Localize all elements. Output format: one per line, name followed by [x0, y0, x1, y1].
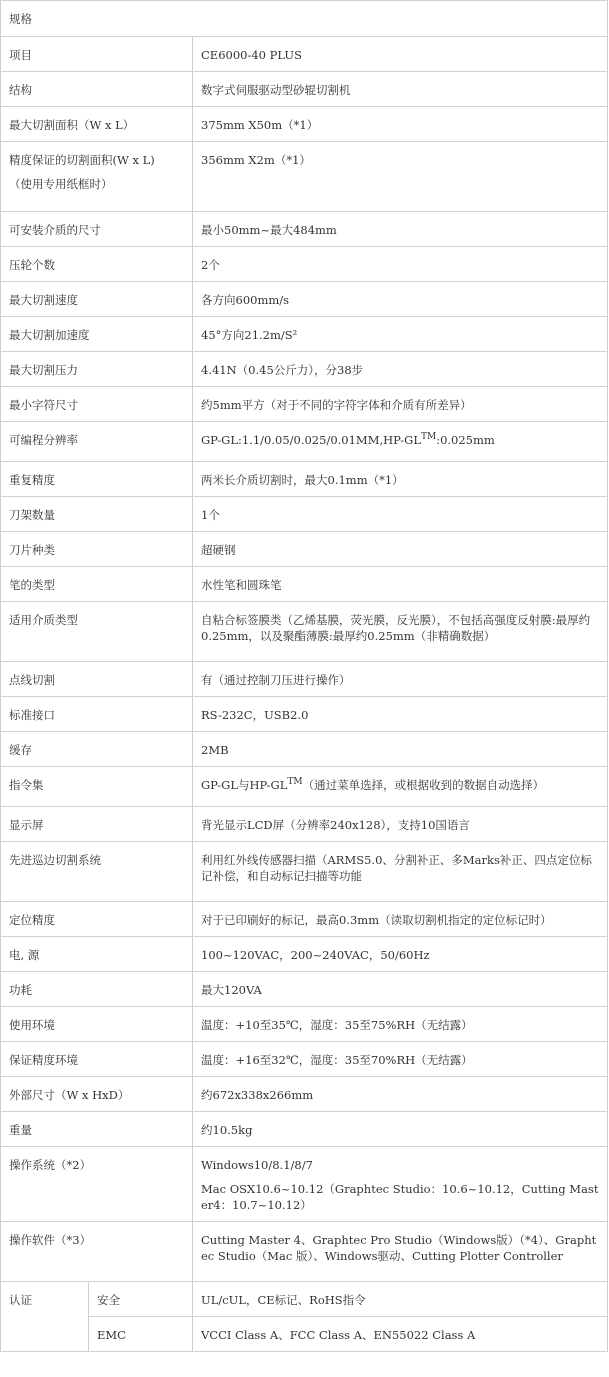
spec-value — [193, 1147, 608, 1222]
table-row — [1, 1112, 608, 1147]
spec-value — [193, 697, 608, 732]
spec-value — [193, 1007, 608, 1042]
spec-label: 压轮个数 — [1, 247, 193, 282]
spec-value-line: 约672x338x266mm — [201, 1088, 314, 1102]
spec-value-line: 水性笔和圆珠笔 — [201, 578, 282, 592]
table-row — [1, 352, 608, 387]
spec-value — [193, 842, 608, 902]
spec-value-line: 约10.5kg — [201, 1123, 253, 1137]
spec-label: 刀架数量 — [1, 497, 193, 532]
spec-label: 最大切割压力 — [1, 352, 193, 387]
cert-value: UL/cUL，CE标记、RoHS指令 — [193, 1282, 608, 1317]
table-row — [1, 107, 608, 142]
table-row — [1, 732, 608, 767]
table-row — [1, 422, 608, 462]
spec-label: 点线切割 — [1, 662, 193, 697]
spec-value-line: CE6000-40 PLUS — [201, 48, 302, 62]
spec-value-line: 45°方向21.2m/S² — [201, 328, 298, 342]
spec-value-line: 两米长介质切割时，最大0.1mm（*1） — [201, 473, 404, 487]
spec-value-line: 温度：+10至35℃，湿度：35至75%RH（无结露） — [201, 1018, 473, 1032]
spec-value-text: :0.025mm — [436, 433, 495, 447]
table-row — [1, 1282, 608, 1317]
spec-value-line: 有（通过控制刀压进行操作） — [201, 673, 351, 687]
spec-value — [193, 352, 608, 387]
spec-label: 结构 — [1, 72, 193, 107]
table-row — [1, 37, 608, 72]
spec-value — [193, 1042, 608, 1077]
trademark-mark: TM — [287, 777, 303, 787]
spec-value — [193, 282, 608, 317]
spec-value-text: GP-GL:1.1/0.05/0.025/0.01MM,HP-GL — [201, 433, 421, 447]
table-row — [1, 387, 608, 422]
spec-value — [193, 972, 608, 1007]
spec-value-line: 1个 — [201, 508, 220, 522]
spec-value — [193, 1077, 608, 1112]
spec-label: 重复精度 — [1, 462, 193, 497]
spec-label: 操作系统（*2） — [1, 1147, 193, 1222]
spec-label-line: 精度保证的切割面积(W x L) — [9, 153, 155, 167]
spec-value-line: Cutting Master 4、Graphtec Pro Studio（Windows版）（*4）、Graphtec Studio（Mac 版）、Windows驱动、Cutting Plotter Controller — [201, 1233, 597, 1263]
spec-label: 项目 — [1, 37, 193, 72]
spec-value — [193, 72, 608, 107]
spec-value — [193, 317, 608, 352]
spec-value-line: 2个 — [201, 258, 220, 272]
spec-value — [193, 142, 608, 212]
spec-label: 定位精度 — [1, 902, 193, 937]
table-row — [1, 72, 608, 107]
spec-value-line: 各方向600mm/s — [201, 293, 290, 307]
table-row — [1, 902, 608, 937]
spec-label: 保证精度环境 — [1, 1042, 193, 1077]
table-row — [1, 972, 608, 1007]
table-row — [1, 247, 608, 282]
cert-label: 认证 — [1, 1282, 89, 1352]
table-row — [1, 1147, 608, 1222]
table-row — [1, 532, 608, 567]
spec-value — [193, 662, 608, 697]
spec-label: 可编程分辨率 — [1, 422, 193, 462]
spec-value-line: 最大120VA — [201, 983, 262, 997]
cert-sub-label: 安全 — [89, 1282, 193, 1317]
trademark-mark: TM — [420, 432, 437, 442]
spec-value — [193, 1222, 608, 1282]
spec-value-line: 约5mm平方（对于不同的字符字体和介质有所差异） — [201, 398, 472, 412]
spec-value — [193, 937, 608, 972]
spec-label: 先进巡边切割系统 — [1, 842, 193, 902]
spec-label: 最大切割加速度 — [1, 317, 193, 352]
table-row — [1, 662, 608, 697]
table-row — [1, 1007, 608, 1042]
spec-value-line: 温度：+16至32℃，湿度：35至70%RH（无结露） — [201, 1053, 473, 1067]
spec-value — [193, 212, 608, 247]
spec-label: 适用介质类型 — [1, 602, 193, 662]
spec-value-text: （通过菜单选择，或根据收到的数据自动选择） — [302, 778, 545, 792]
spec-value — [193, 602, 608, 662]
cert-sub-label: EMC — [89, 1317, 193, 1352]
table-row — [1, 462, 608, 497]
spec-label: 使用环境 — [1, 1007, 193, 1042]
spec-label: 电, 源 — [1, 937, 193, 972]
header-row — [1, 1, 608, 37]
spec-label: 最大切割速度 — [1, 282, 193, 317]
spec-label: 功耗 — [1, 972, 193, 1007]
table-row — [1, 1317, 608, 1352]
spec-value — [193, 387, 608, 422]
spec-value-line: 4.41N（0.45公斤力），分38步 — [201, 363, 364, 377]
table-row — [1, 142, 608, 212]
table-row — [1, 1077, 608, 1112]
spec-value — [193, 462, 608, 497]
spec-value — [193, 1112, 608, 1147]
spec-value — [193, 422, 608, 462]
spec-label: 重量 — [1, 1112, 193, 1147]
spec-value-line: 100~120VAC，200~240VAC，50/60Hz — [201, 948, 430, 962]
spec-label: 可安装介质的尺寸 — [1, 212, 193, 247]
spec-value — [193, 767, 608, 807]
spec-value-line: 自粘合标签膜类（乙烯基膜，荧光膜，反光膜），不包括高强度反射膜:最厚约0.25mm，以及聚酯薄膜:最厚约0.25mm（非精确数据） — [201, 613, 591, 643]
spec-label — [1, 142, 193, 212]
spec-label: 显示屏 — [1, 807, 193, 842]
table-row — [1, 497, 608, 532]
spec-value-line: 超硬钢 — [201, 543, 236, 557]
spec-value — [193, 107, 608, 142]
table-row — [1, 807, 608, 842]
table-row — [1, 1042, 608, 1077]
spec-value — [193, 37, 608, 72]
spec-value-line: 356mm X2m（*1） — [201, 153, 311, 167]
spec-value-line: 2MB — [201, 743, 229, 757]
spec-value — [193, 532, 608, 567]
table-row — [1, 212, 608, 247]
spec-value-line: Mac OSX10.6~10.12（Graphtec Studio：10.6~10.12，Cutting Master4：10.7~10.12） — [201, 1182, 599, 1212]
table-row — [1, 282, 608, 317]
spec-value-line: Windows10/8.1/8/7 — [201, 1158, 313, 1172]
spec-label-line: （使用专用纸框时） — [9, 177, 113, 191]
table-row — [1, 1222, 608, 1282]
table-row — [1, 937, 608, 972]
spec-value — [193, 902, 608, 937]
table-row — [1, 317, 608, 352]
spec-value-line: 背光显示LCD屏（分辨率240x128），支持10国语言 — [201, 818, 470, 832]
spec-value-line: 375mm X50m（*1） — [201, 118, 319, 132]
spec-label: 缓存 — [1, 732, 193, 767]
table-row — [1, 602, 608, 662]
table-row — [1, 567, 608, 602]
spec-value — [193, 567, 608, 602]
table-header: 规格 — [1, 1, 608, 37]
spec-value — [193, 807, 608, 842]
spec-label: 外部尺寸（W x HxD） — [1, 1077, 193, 1112]
spec-label: 笔的类型 — [1, 567, 193, 602]
spec-value-text: GP-GL与HP-GL — [201, 778, 288, 792]
cert-value: VCCI Class A、FCC Class A、EN55022 Class A — [193, 1317, 608, 1352]
table-row — [1, 767, 608, 807]
spec-value-line: 数字式伺服驱动型砂辊切割机 — [201, 83, 351, 97]
table-row — [1, 842, 608, 902]
table-row — [1, 697, 608, 732]
spec-value — [193, 247, 608, 282]
spec-label: 标准接口 — [1, 697, 193, 732]
spec-value-line: 利用红外线传感器扫描（ARMS5.0、分割补正、多Marks补正、四点定位标记补偿，和自动标记扫描等功能 — [201, 853, 592, 883]
spec-value-line: 对于已印刷好的标记，最高0.3mm（读取切割机指定的定位标记时） — [201, 913, 552, 927]
spec-value-line: RS-232C，USB2.0 — [201, 708, 309, 722]
spec-label: 最大切割面积（W x L） — [1, 107, 193, 142]
spec-label: 指令集 — [1, 767, 193, 807]
spec-value — [193, 497, 608, 532]
spec-value — [193, 732, 608, 767]
spec-label: 操作软件（*3） — [1, 1222, 193, 1282]
spec-label: 刀片种类 — [1, 532, 193, 567]
spec-label: 最小字符尺寸 — [1, 387, 193, 422]
spec-value-line: 最小50mm~最大484mm — [201, 223, 337, 237]
